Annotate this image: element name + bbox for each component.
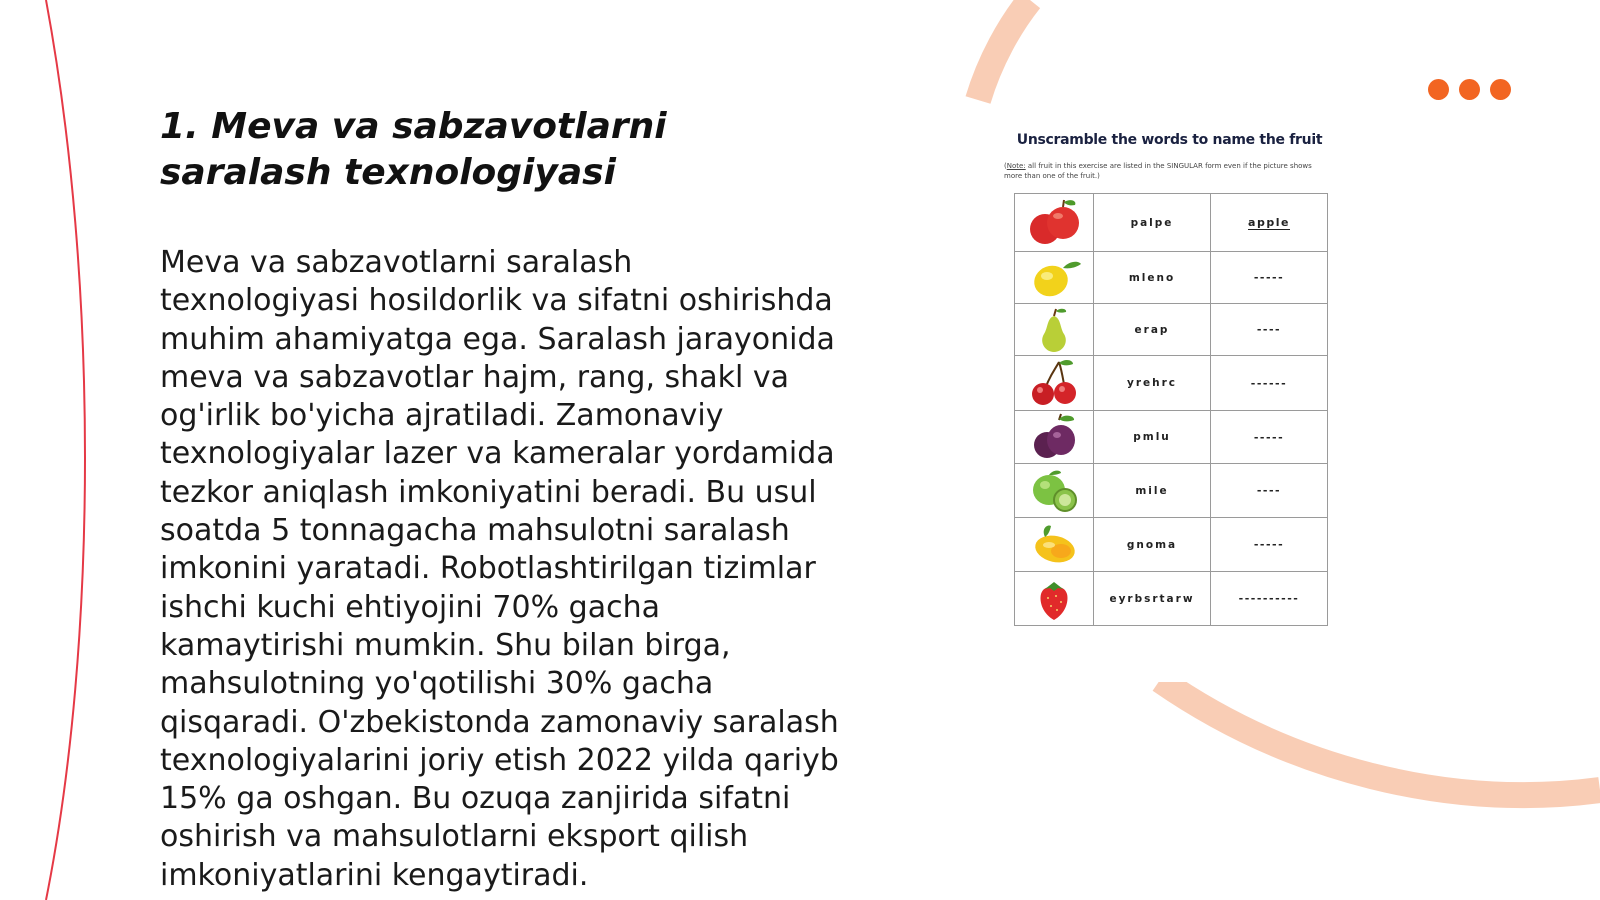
worksheet-note-text: all fruit in this exercise are listed in the SINGULAR form even if the picture shows more than one of the fruit.) bbox=[1004, 162, 1312, 180]
table-row bbox=[1015, 572, 1328, 626]
dots-menu bbox=[1428, 79, 1511, 100]
answer-cell: ------ bbox=[1211, 356, 1328, 411]
answer-cell: ----- bbox=[1211, 411, 1328, 464]
scrambled-word: erap bbox=[1094, 304, 1211, 356]
pear-icon bbox=[1023, 306, 1085, 354]
fruit-picture-cell bbox=[1015, 252, 1094, 304]
strawberry-icon bbox=[1023, 574, 1085, 624]
scrambled-word: yrehrc bbox=[1094, 356, 1211, 411]
scrambled-word: eyrbsrtarw bbox=[1094, 572, 1211, 626]
answer-text: apple bbox=[1248, 216, 1290, 229]
worksheet-title: Unscramble the words to name the fruit bbox=[1016, 132, 1323, 148]
fruit-picture-cell bbox=[1015, 518, 1094, 572]
answer-cell bbox=[1211, 194, 1328, 252]
answer-cell: ---------- bbox=[1211, 572, 1328, 626]
dot-icon bbox=[1428, 79, 1449, 100]
table-row bbox=[1015, 518, 1328, 572]
fruit-picture-cell bbox=[1015, 194, 1094, 252]
answer-cell: ---- bbox=[1211, 464, 1328, 518]
plum-icon bbox=[1023, 412, 1085, 462]
worksheet-note: (Note: all fruit in this exercise are listed in the SINGULAR form even if the picture shows more than one of the fruit.) bbox=[1004, 162, 1312, 180]
scrambled-word: pmlu bbox=[1094, 411, 1211, 464]
lemon-icon bbox=[1023, 254, 1085, 302]
left-accent-curve bbox=[46, 0, 85, 900]
mango-icon bbox=[1023, 521, 1085, 569]
cherry-icon bbox=[1023, 358, 1085, 408]
apple-icon bbox=[1023, 197, 1085, 249]
bottom-arc bbox=[1160, 680, 1600, 795]
fruit-picture-cell bbox=[1015, 356, 1094, 411]
table-row bbox=[1015, 411, 1328, 464]
fruit-picture-cell bbox=[1015, 411, 1094, 464]
fruit-picture-cell bbox=[1015, 572, 1094, 626]
dot-icon bbox=[1459, 79, 1480, 100]
table-row bbox=[1015, 464, 1328, 518]
answer-cell: ----- bbox=[1211, 518, 1328, 572]
fruit-picture-cell bbox=[1015, 464, 1094, 518]
table-row bbox=[1015, 252, 1328, 304]
table-row bbox=[1015, 356, 1328, 411]
fruit-picture-cell bbox=[1015, 304, 1094, 356]
table-row bbox=[1015, 304, 1328, 356]
slide-body-text: Meva va sabzavotlarni saralash texnologiyasi hosildorlik va sifatni oshirishda muhim ahamiyatga ega. Saralash jarayonida meva va sabzavotlar hajm, rang, shakl va og'irlik bo'yicha ajratiladi. Zamonaviy texnologiyalar lazer va kameralar yordamida tezkor aniqlash imkoniyatini beradi. Bu usul soatda 5 tonnagacha mahsulotni saralash imkonini yaratadi. Robotlashtirilgan tizimlar ishchi kuchi ehtiyojini 70% gacha kamaytirishi mumkin. Shu bilan birga, mahsulotning yo'qotilishi 30% gacha qisqaradi. O'zbekistonda zamonaviy saralash texnologiyalarini joriy etish 2022 yilda qariyb 15% ga oshgan. Bu ozuqa zanjirida sifatni oshirish va mahsulotlarni eksport qilish imkoniyatlarini kengaytiradi. bbox=[160, 245, 839, 893]
scrambled-word: mleno bbox=[1094, 252, 1211, 304]
answer-cell: ----- bbox=[1211, 252, 1328, 304]
table-row bbox=[1015, 194, 1328, 252]
scrambled-word: mile bbox=[1094, 464, 1211, 518]
worksheet-table bbox=[1014, 193, 1328, 626]
dot-icon bbox=[1490, 79, 1511, 100]
fruit-worksheet-image bbox=[992, 112, 1347, 682]
top-arc bbox=[978, 0, 1030, 100]
scrambled-word: palpe bbox=[1094, 194, 1211, 252]
scrambled-word: gnoma bbox=[1094, 518, 1211, 572]
slide-title: 1. Meva va sabzavotlarni saralash texnologiyasi bbox=[160, 106, 667, 193]
lime-icon bbox=[1023, 466, 1085, 516]
answer-cell: ---- bbox=[1211, 304, 1328, 356]
worksheet-note-label: Note: bbox=[1006, 162, 1026, 170]
